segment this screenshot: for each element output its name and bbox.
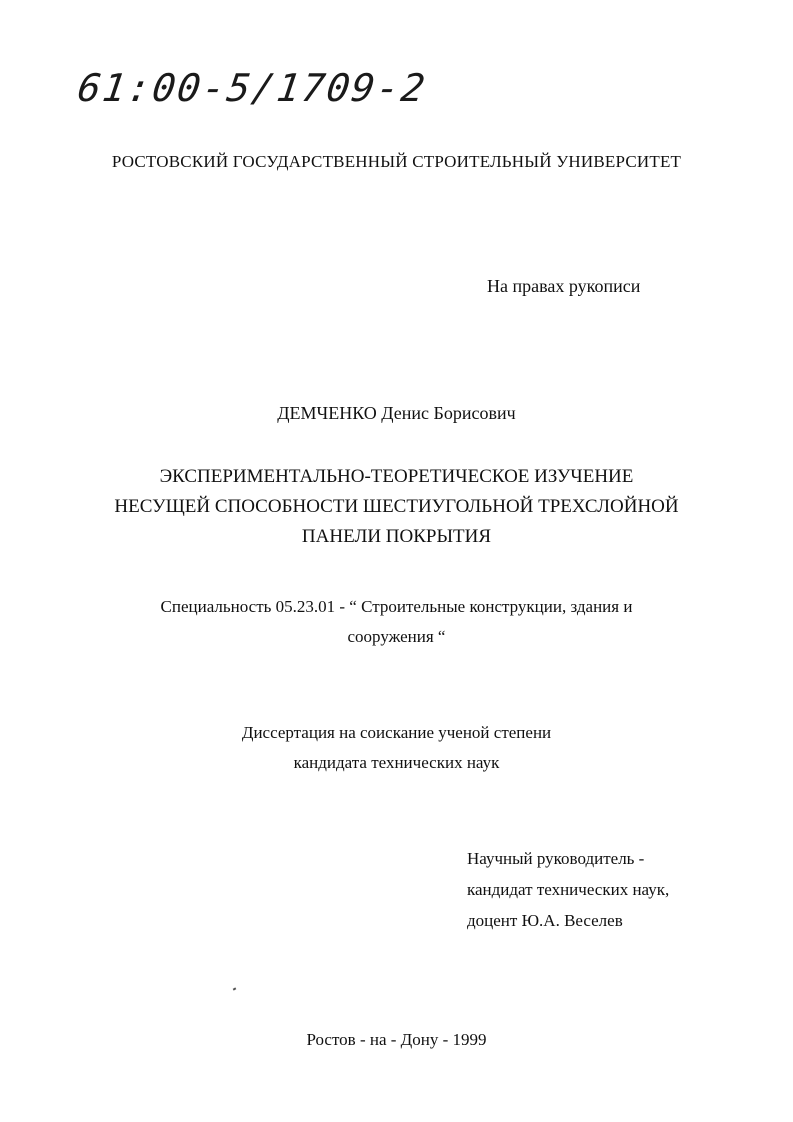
- specialty-line-1: Специальность 05.23.01 - “ Строительные конструкции, здания и: [160, 597, 633, 616]
- city-year: Ростов - на - Дону - 1999: [306, 1030, 487, 1049]
- dissertation-title: [0, 462, 793, 552]
- scan-speck: [233, 987, 237, 990]
- author-name: ДЕМЧЕНКО Денис Борисович: [277, 403, 516, 423]
- specialty-block: [0, 592, 793, 652]
- supervisor-line-3: доцент Ю.А. Веселев: [467, 911, 623, 930]
- title-line-1: ЭКСПЕРИМЕНТАЛЬНО-ТЕОРЕТИЧЕСКОЕ ИЗУЧЕНИЕ: [159, 466, 634, 487]
- manuscript-note: На правах рукописи: [487, 276, 641, 296]
- title-line-2: НЕСУЩЕЙ СПОСОБНОСТИ ШЕСТИУГОЛЬНОЙ ТРЕХСЛОЙНОЙ: [114, 496, 679, 517]
- degree-block: [0, 718, 793, 778]
- university-name: РОСТОВСКИЙ ГОСУДАРСТВЕННЫЙ СТРОИТЕЛЬНЫЙ УНИВЕРСИТЕТ: [111, 152, 682, 171]
- degree-line-2: кандидата технических наук: [293, 753, 500, 772]
- handwritten-catalog-code: 61:00-5/1709-2: [74, 66, 430, 110]
- supervisor-line-2: кандидат технических наук,: [467, 880, 670, 899]
- degree-line-1: Диссертация на соискание ученой степени: [241, 723, 552, 742]
- supervisor-line-1: Научный руководитель -: [467, 849, 645, 868]
- supervisor-block: [467, 843, 669, 936]
- specialty-line-2: сооружения “: [347, 627, 446, 646]
- title-line-3: ПАНЕЛИ ПОКРЫТИЯ: [301, 526, 492, 547]
